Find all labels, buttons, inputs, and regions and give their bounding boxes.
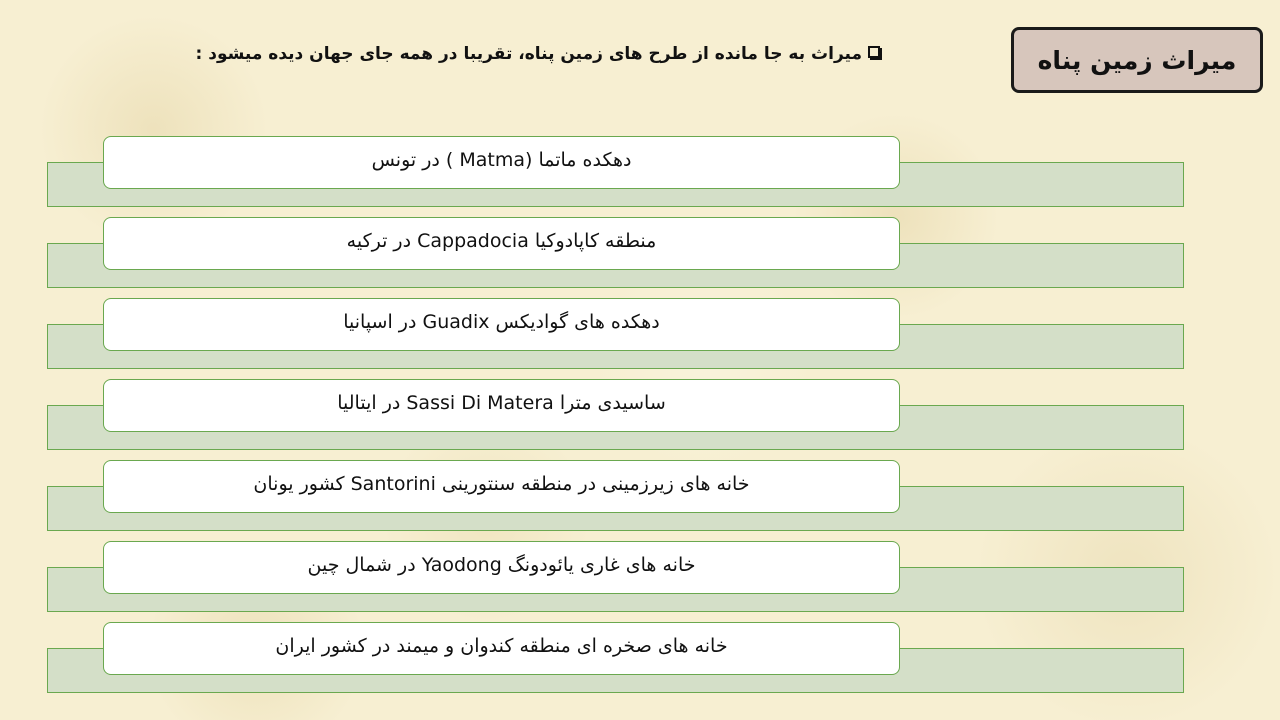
list-item [103, 460, 900, 513]
list-item-text: خانه های زیرزمینی در منطقه سنتورینی Santorini کشور یونان [253, 472, 750, 495]
list-item [103, 541, 900, 594]
list-item [103, 136, 900, 189]
list-item [103, 298, 900, 351]
list-item [103, 217, 900, 270]
list-item-text: خانه های صخره ای منطقه کندوان و میمند در کشور ایران [275, 634, 728, 657]
slide-title: میراث زمین پناه [1037, 45, 1237, 75]
list-item-text: ساسیدی مترا Sassi Di Matera در ایتالیا [337, 391, 666, 414]
intro-text: میراث به جا مانده از طرح های زمین پناه، تقریبا در همه جای جهان دیده میشود : [195, 44, 862, 64]
checkbox-icon [868, 46, 880, 58]
list-item [103, 379, 900, 432]
list-item-text: منطقه کاپادوکیا Cappadocia در ترکیه [346, 229, 657, 252]
slide-title-box [1011, 27, 1263, 93]
list-item-text: خانه های غاری یائودونگ Yaodong در شمال چین [307, 553, 696, 576]
list-item-text: دهکده ماتما (Matma ) در تونس [371, 148, 632, 171]
list-item [103, 622, 900, 675]
list-item-text: دهکده های گوادیکس Guadix در اسپانیا [343, 310, 660, 333]
intro-line [120, 44, 880, 64]
